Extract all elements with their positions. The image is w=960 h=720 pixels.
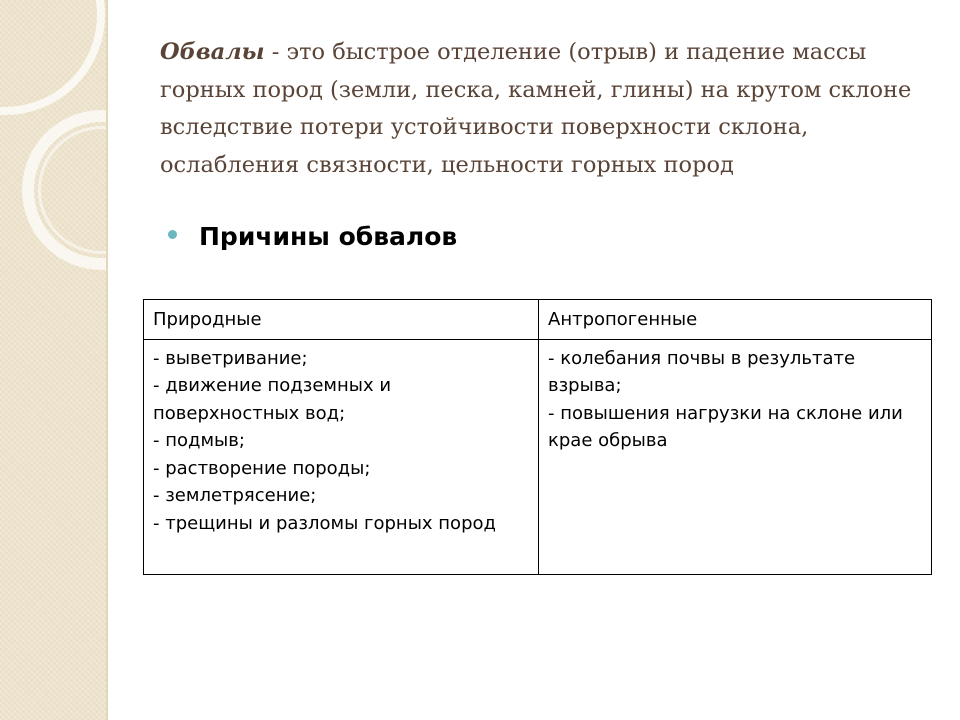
table-row (144, 339, 932, 574)
definition-text: - это быстрое отделение (отрыв) и падение массы горных пород (земли, песка, камней, глины) на крутом склоне вследствие потери устойчивости поверхности склона, ослабления связности, цельности горных пород (160, 39, 912, 178)
decorative-ring-top (0, 0, 105, 115)
decorative-side-band (0, 0, 106, 720)
header-natural: Природные (144, 300, 539, 340)
header-anthropogenic: Антропогенные (539, 300, 932, 340)
definition-paragraph (160, 34, 920, 184)
causes-heading-bullet (168, 222, 457, 251)
natural-cause-item: - трещины и разломы горных пород (153, 512, 496, 534)
bullet-dot-icon (168, 230, 177, 239)
causes-table (143, 299, 932, 575)
table-header-row (144, 300, 932, 340)
natural-cause-item: - землетрясение; (153, 485, 317, 506)
anthropogenic-cause-item: - колебания почвы в результате взрыва; (548, 347, 856, 396)
natural-cause-item: - движение подземных и поверхностных вод; (153, 375, 392, 424)
definition-term: Обвалы (160, 39, 265, 65)
natural-cause-item: - выветривание; (153, 347, 308, 369)
natural-causes-cell (144, 339, 539, 574)
causes-heading: Причины обвалов (199, 222, 458, 251)
anthropogenic-causes-cell (539, 339, 932, 574)
natural-cause-item: - подмыв; (153, 430, 245, 451)
side-band-edge (106, 0, 108, 720)
anthropogenic-cause-item: - повышения нагрузки на склоне или крае обрыва (548, 402, 903, 451)
natural-cause-item: - растворение породы; (153, 457, 371, 479)
